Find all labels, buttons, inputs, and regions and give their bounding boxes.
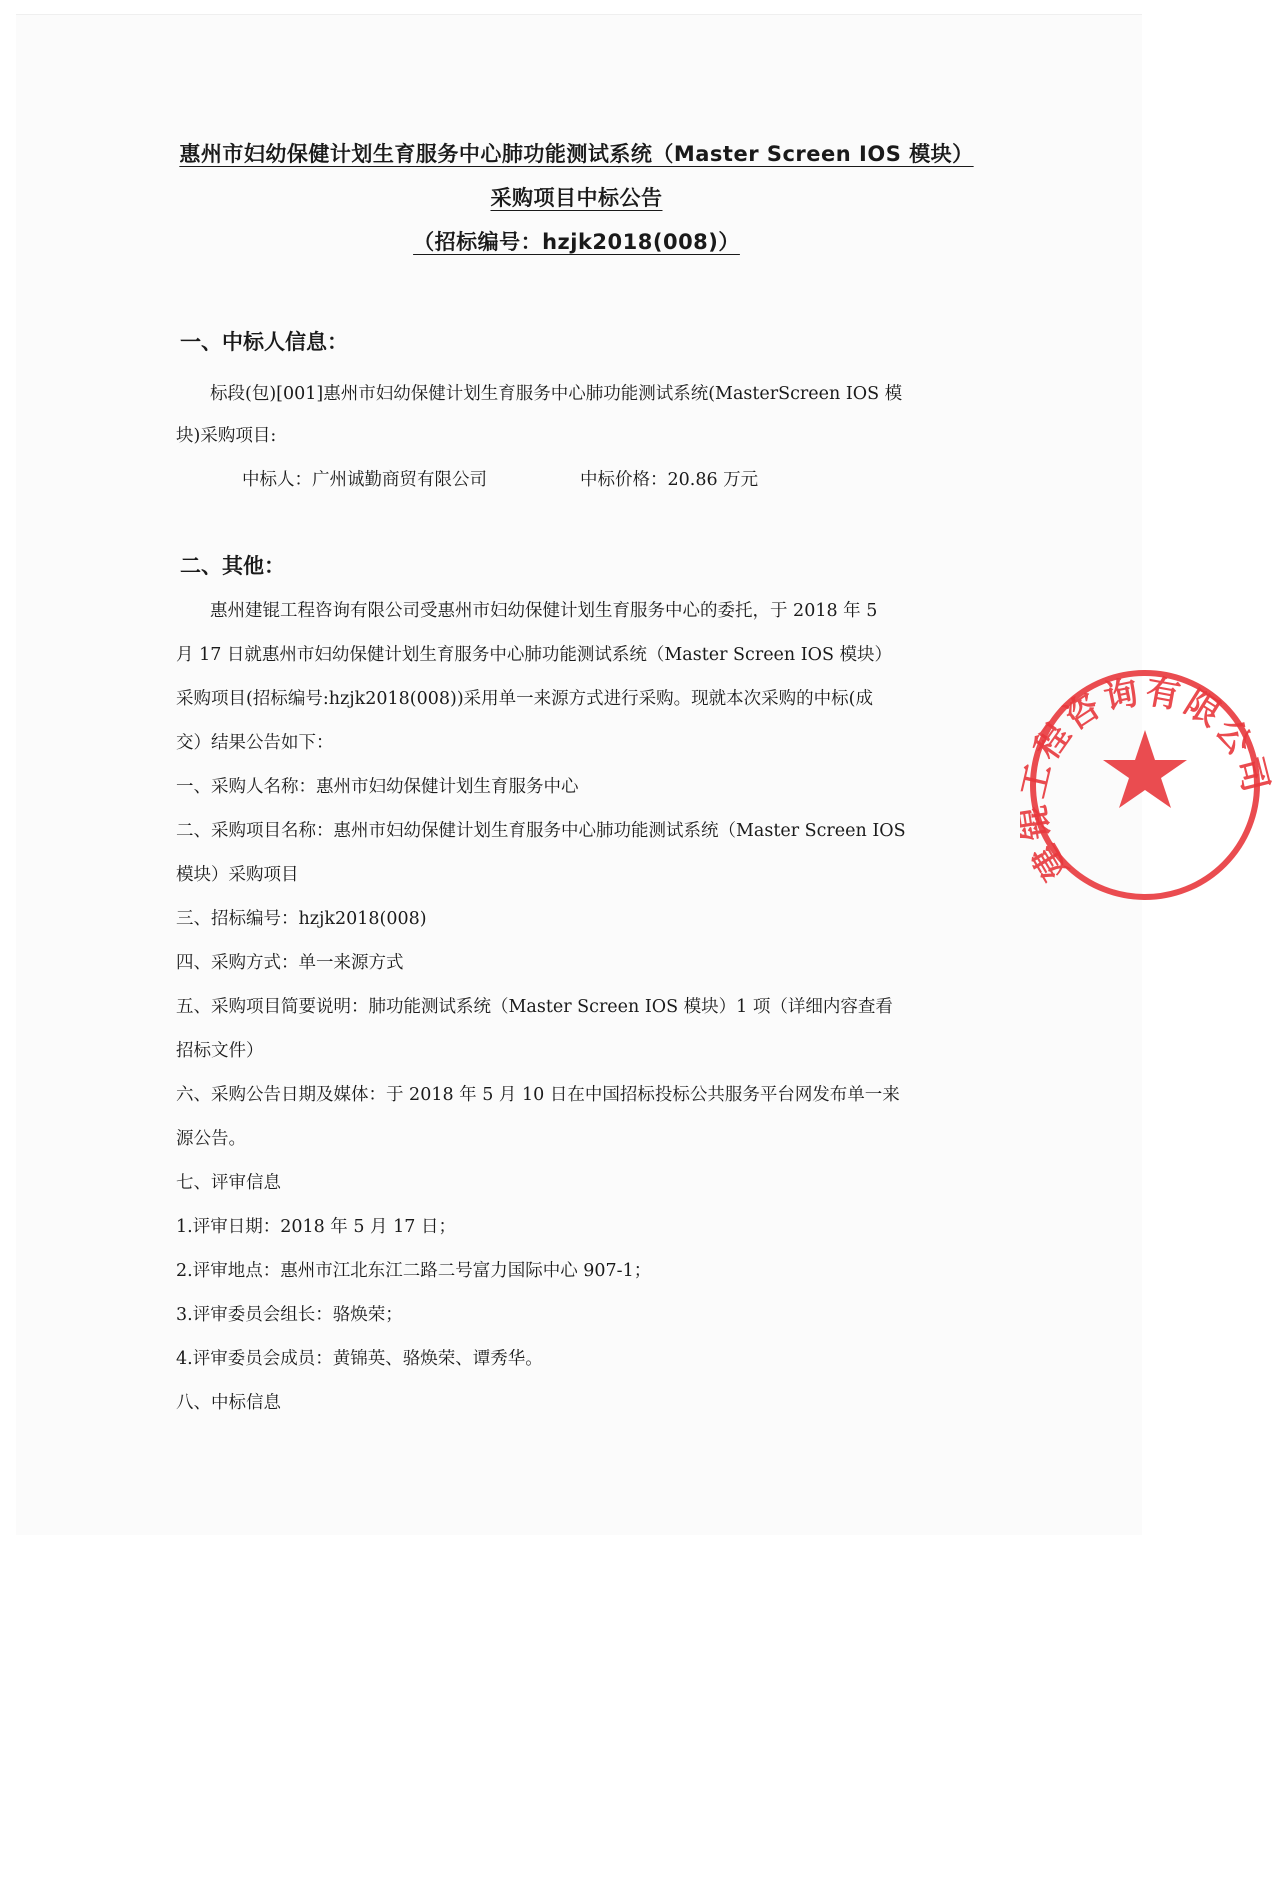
review-location: 2.评审地点：惠州市江北东江二路二号富力国际中心 907-1；: [176, 1261, 652, 1281]
tender-number: 三、招标编号：hzjk2018(008): [176, 909, 427, 929]
review-info-heading: 七、评审信息: [176, 1173, 281, 1193]
seal-graphic: [1020, 660, 1280, 910]
title-line-2: 采购项目中标公告: [490, 186, 663, 210]
award-info-heading: 八、中标信息: [176, 1393, 281, 1413]
body-line: 惠州建锟工程咨询有限公司受惠州市妇幼保健计划生育服务中心的委托，于 2018 年 5: [210, 601, 878, 621]
body-line: 采购项目(招标编号:hzjk2018(008))采用单一来源方式进行采购。现就本次采购的中标(成: [176, 689, 873, 709]
star-icon: [1103, 730, 1187, 808]
announcement-date-cont: 源公告。: [176, 1129, 246, 1149]
review-date: 1.评审日期：2018 年 5 月 17 日；: [176, 1217, 456, 1237]
announcement-date: 六、采购公告日期及媒体：于 2018 年 5 月 10 日在中国招标投标公共服务平台网发布单一来: [176, 1085, 900, 1105]
lot-line-2: 块)采购项目:: [176, 426, 277, 446]
title-line-1: 惠州市妇幼保健计划生育服务中心肺功能测试系统（Master Screen IOS 模块）: [179, 142, 974, 166]
review-committee-leader: 3.评审委员会组长：骆焕荣；: [176, 1305, 403, 1325]
title-line-3: （招标编号：hzjk2018(008)）: [413, 230, 740, 254]
project-summary: 五、采购项目简要说明：肺功能测试系统（Master Screen IOS 模块）1 项（详细内容查看: [176, 997, 893, 1017]
project-name-cont: 模块）采购项目: [176, 865, 299, 885]
section-2-heading: 二、其他：: [180, 554, 285, 578]
body-line: 月 17 日就惠州市妇幼保健计划生育服务中心肺功能测试系统（Master Screen IOS 模块）: [176, 645, 893, 665]
project-summary-cont: 招标文件）: [176, 1041, 264, 1061]
project-name: 二、采购项目名称：惠州市妇幼保健计划生育服务中心肺功能测试系统（Master Screen IOS: [176, 821, 906, 841]
winning-price: 中标价格：20.86 万元: [580, 470, 759, 490]
body-line: 交）结果公告如下：: [176, 733, 334, 753]
seal-text: 建 程咨询有限公司: [1022, 671, 1277, 887]
review-committee-members: 4.评审委员会成员：黄锦英、骆焕荣、谭秀华。: [176, 1349, 543, 1369]
purchaser-name: 一、采购人名称：惠州市妇幼保健计划生育服务中心: [176, 777, 579, 797]
winner: 中标人：广州诚勤商贸有限公司: [242, 470, 487, 490]
lot-line-1: 标段(包)[001]惠州市妇幼保健计划生育服务中心肺功能测试系统(MasterScreen IOS 模: [210, 384, 903, 404]
company-seal: [1020, 660, 1277, 910]
section-1-heading: 一、中标人信息：: [180, 330, 348, 354]
procurement-method: 四、采购方式：单一来源方式: [176, 953, 404, 973]
